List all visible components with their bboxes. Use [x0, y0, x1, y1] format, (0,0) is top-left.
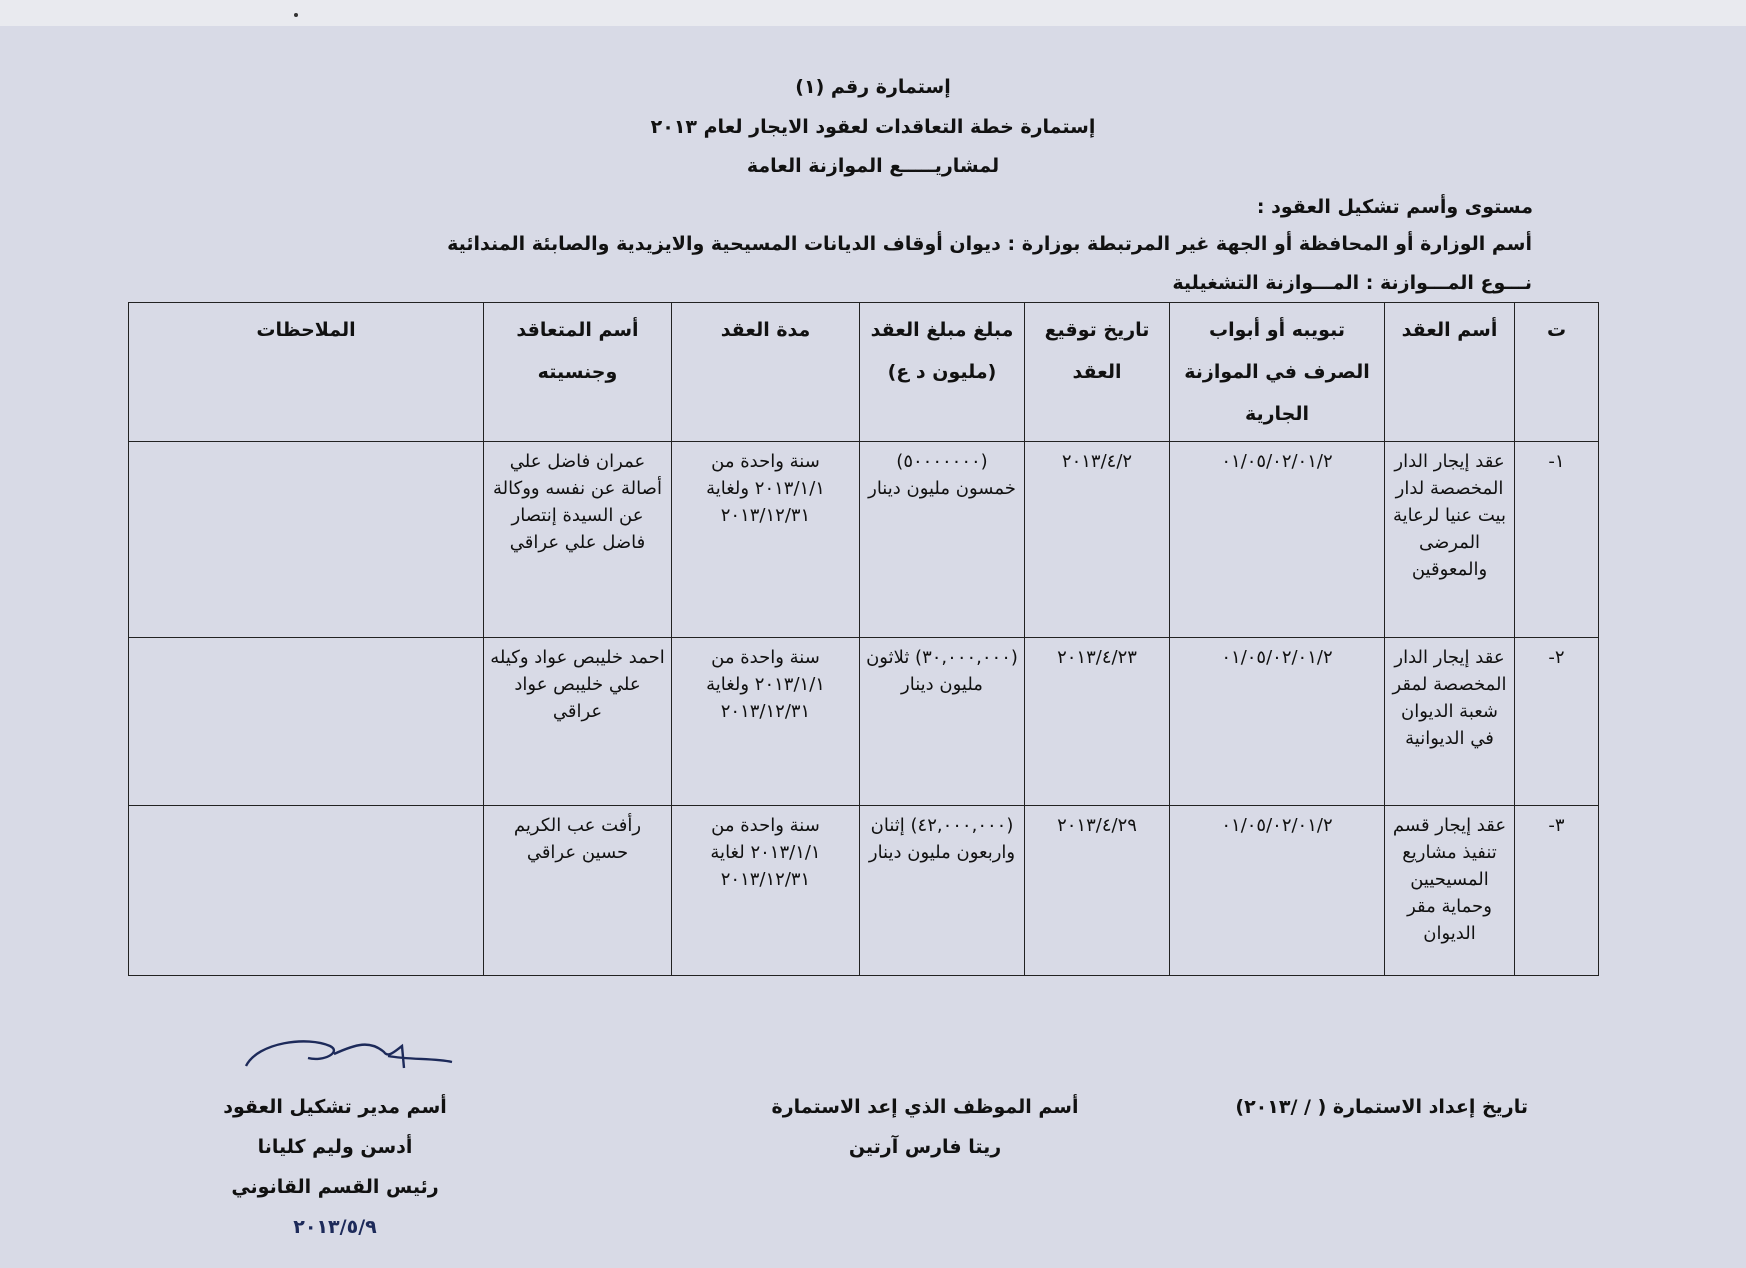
header-classification: تبويبه أو أبواب الصرف في الموازنة الجارية [1170, 303, 1385, 442]
cell-duration: سنة واحدة من ٢٠١٣/١/١ ولغاية ٢٠١٣/١٢/٣١ [672, 442, 860, 638]
signature-mark [238, 1032, 458, 1082]
cell-contract-name: عقد إيجار الدار المخصصة لمقر شعبة الديوان في الديوانية [1385, 638, 1515, 806]
scan-speck [294, 13, 298, 17]
manager-block [200, 1087, 470, 1247]
contracts-table [128, 302, 1599, 976]
cell-seq: ٣- [1515, 806, 1599, 976]
form-subtitle: لمشاريـــــع الموازنة العامة [746, 155, 1000, 177]
cell-seq: ١- [1515, 442, 1599, 638]
employee-label: أسم الموظف الذي إعد الاستمارة [771, 1096, 1079, 1118]
cell-contractor: عمران فاضل علي أصالة عن نفسه ووكالة عن السيدة إنتصار فاضل علي عراقي [484, 442, 672, 638]
manager-label: أسم مدير تشكيل العقود [223, 1096, 447, 1118]
form-number: إستمارة رقم (١) [795, 76, 951, 98]
header-seq: ت [1515, 303, 1599, 442]
cell-sign-date: ٢٠١٣/٤/٢٩ [1025, 806, 1170, 976]
employee-block [760, 1087, 1090, 1167]
cell-classification: ٠١/٠٥/٠٢/٠١/٢ [1170, 638, 1385, 806]
level-label: مستوى وأسم تشكيل العقود : [1256, 196, 1533, 218]
manager-title: رئيس القسم القانوني [231, 1176, 439, 1198]
cell-sign-date: ٢٠١٣/٤/٢٣ [1025, 638, 1170, 806]
cell-seq: ٢- [1515, 638, 1599, 806]
table-header-row [129, 303, 1599, 442]
cell-contract-name: عقد إيجار الدار المخصصة لدار بيت عنيا لرعاية المرضى والمعوقين [1385, 442, 1515, 638]
signature-date: ٢٠١٣/٥/٩ [293, 1216, 377, 1238]
cell-notes [129, 442, 484, 638]
cell-duration: سنة واحدة من ٢٠١٣/١/١ لغاية ٢٠١٣/١٢/٣١ [672, 806, 860, 976]
scan-top-band [0, 0, 1746, 26]
employee-name: ريتا فارس آرتين [848, 1136, 1002, 1158]
cell-amount: (٤٢,٠٠٠,٠٠٠) إثنان واربعون مليون دينار [860, 806, 1025, 976]
header-notes: الملاحظات [129, 303, 484, 442]
header-contractor: أسم المتعاقد وجنسيته [484, 303, 672, 442]
cell-notes [129, 638, 484, 806]
ministry-line: أسم الوزارة أو المحافظة أو الجهة غير المرتبطة بوزارة : ديوان أوقاف الديانات المسيحية والايزيدية والصابئة المندائية [447, 233, 1532, 255]
table-row [129, 806, 1599, 976]
cell-classification: ٠١/٠٥/٠٢/٠١/٢ [1170, 806, 1385, 976]
budget-type-line: نـــوع المـــوازنة : المـــوازنة التشغيلية [1172, 272, 1532, 294]
cell-notes [129, 806, 484, 976]
cell-sign-date: ٢٠١٣/٤/٢ [1025, 442, 1170, 638]
header-sign-date: تاريخ توقيع العقد [1025, 303, 1170, 442]
cell-amount: (٣٠,٠٠٠,٠٠٠) ثلاثون مليون دينار [860, 638, 1025, 806]
prep-date: تاريخ إعداد الاستمارة ( / /٢٠١٣) [1235, 1096, 1528, 1118]
table-row [129, 442, 1599, 638]
table-row [129, 638, 1599, 806]
header-amount: مبلغ مبلغ العقد (مليون د ع) [860, 303, 1025, 442]
cell-classification: ٠١/٠٥/٠٢/٠١/٢ [1170, 442, 1385, 638]
cell-amount: (٥٠٠٠٠٠٠٠) خمسون مليون دينار [860, 442, 1025, 638]
cell-contractor: احمد خليبص عواد وكيله علي خليبص عواد عراقي [484, 638, 672, 806]
form-title: إستمارة خطة التعاقدات لعقود الايجار لعام ٢٠١٣ [650, 116, 1096, 138]
header-contract-name: أسم العقد [1385, 303, 1515, 442]
cell-duration: سنة واحدة من ٢٠١٣/١/١ ولغاية ٢٠١٣/١٢/٣١ [672, 638, 860, 806]
cell-contract-name: عقد إيجار قسم تنفيذ مشاريع المسيحيين وحماية مقر الديوان [1385, 806, 1515, 976]
header-duration: مدة العقد [672, 303, 860, 442]
cell-contractor: رأفت عب الكريم حسين عراقي [484, 806, 672, 976]
manager-name: أدسن وليم كليانا [257, 1136, 413, 1158]
